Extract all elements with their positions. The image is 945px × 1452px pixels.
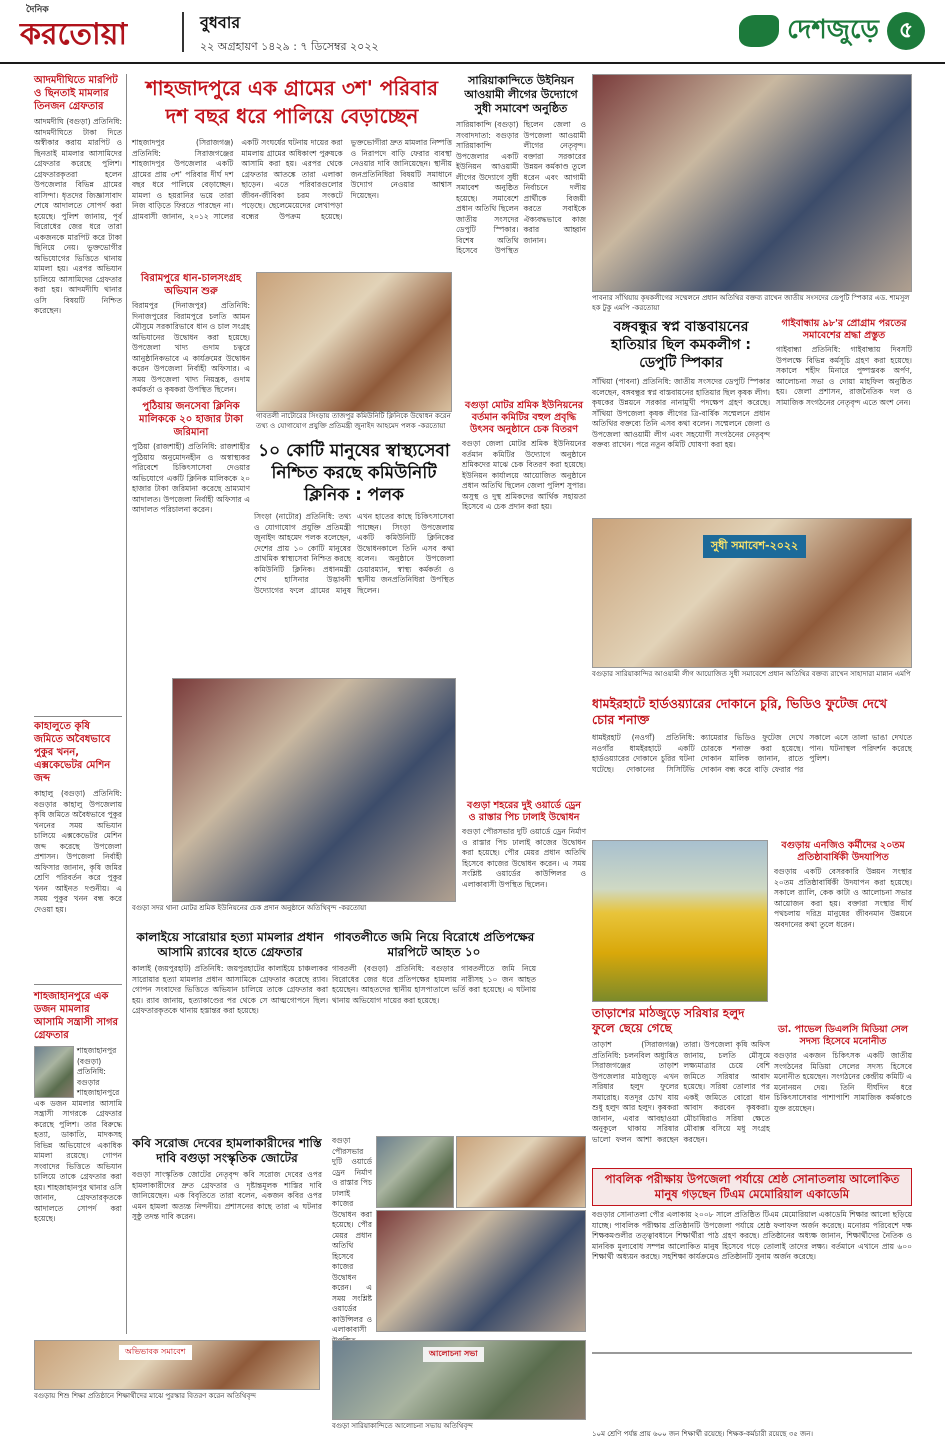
headline: পুঠিয়ায় জনসেবা ক্লিনিক মালিককে ২০ হাজার টাকা জরিমানা xyxy=(139,401,243,438)
photo-caption: বগুড়ায় শিশু শিক্ষা প্রতিষ্ঠানে শিক্ষার্থীদের মাঝে পুরস্কার বিতরণ করেন অতিথিবৃন্দ xyxy=(34,1392,320,1442)
issue-date: ২২ অগ্রহায়ণ ১৪২৯ : ৭ ডিসেম্বর ২০২২ xyxy=(200,40,379,53)
article-deputy-speaker xyxy=(592,318,770,514)
article-body: আদমদীঘি (বগুড়া) প্রতিনিধি: আদমদীঘিতে টাকা দিতে অস্বীকার করায় মারপিট ও ছিনতাই মামলার আসামিদের গ্রেফতার করেছে পুলিশ। গ্রেফতারকৃতরা হলেন উপজেলার বিভিন্ন গ্রামের বাসিন্দা। ধৃতদের জিজ্ঞাসাবাদ শেষে আদালতে সোপর্দ করা হয়েছে। পুলিশ জানায়, পূর্ব বিরোধের জের ধরে তারা একজনকে মারপিট করে টাকা ছিনিয়ে নেয়। ভুক্তভোগীর অভিযোগের ভিত্তিতে থানায় মামলা হয়। এরপর অভিযান চালিয়ে আসামিদের গ্রেফতার করা হয়। আদমদীঘি থানার ওসি বিষয়টি নিশ্চিত করেছেন। xyxy=(34,117,122,315)
headline: কবি সরোজ দেবের হামলাকারীদের শাস্তি দাবি বগুড়া সংস্কৃতিক জোটের xyxy=(132,1136,322,1165)
page-number: ৫ xyxy=(887,12,925,50)
community-clinic-photo xyxy=(256,272,452,412)
article-body: শাহজাহানপুর (বগুড়া) প্রতিনিধি: বগুড়ার শাহজাহানপুরে এক ডজন মামলার আসামি সন্ত্রাসী সাগরকে গ্রেফতার করেছে পুলিশ। তার বিরুদ্ধে হত্যা, ডাকাতি, মাদকসহ বিভিন্ন অভিযোগে একাধিক মামলা রয়েছে। গোপন সংবাদের ভিত্তিতে অভিযান চালিয়ে তাকে গ্রেফতার করা হয়। শাহজাহানপুর থানার ওসি জানান, গ্রেফতারকৃতকে আদালতে সোপর্দ করা হয়েছে। xyxy=(34,1046,122,1223)
section-name: দেশজুড়ে xyxy=(787,15,879,45)
article-sariakandi xyxy=(456,74,586,384)
sudhi-samabesh-photo xyxy=(592,518,912,668)
article-body: বগুড়া সাংস্কৃতিক জোটের নেতৃবৃন্দ কবি সরোজ দেবের ওপর হামলাকারীদের দ্রুত গ্রেফতার ও দৃষ্টান্তমূলক শাস্তির দাবি জানিয়েছেন। এক বিবৃতিতে তারা বলেন, একজন কবির ওপর এমন হামলা অত্যন্ত নিন্দনীয়। প্রশাসনের কাছে তারা এ ঘটনার সুষ্ঠু তদন্ত দাবি করেন। xyxy=(132,1170,322,1221)
photo-caption xyxy=(592,294,912,316)
article-body: বগুড়ার একজন চিকিৎসক একটি জাতীয় সংগঠনের মিডিয়া সেলের সদস্য হিসেবে মনোনীত হয়েছেন। সংগঠনের কেন্দ্রীয় কমিটি এ মনোনয়ন দেয়। তিনি দীর্ঘদিন ধরে চিকিৎসাসেবার পাশাপাশি সামাজিক কর্মকাণ্ডে যুক্ত রয়েছেন। xyxy=(774,1051,912,1113)
article-motor-workers xyxy=(462,400,586,794)
headline: ধামইরহাটে হার্ডওয়্যারের দোকানে চুরি, ভিডিও ফুটেজ দেখে চোর শনাক্ত xyxy=(592,696,888,727)
headline: বঙ্গবন্ধুর স্বপ্ন বাস্তবায়নের হাতিয়ার ছিল কমকলীগ : ডেপুটি স্পিকার xyxy=(610,319,752,371)
caption-text: পাবনার সাঁথিয়ায় কৃষকলীগের সম্মেলনে প্রধান অতিথির বক্তব্য রাখেন জাতীয় সংসদের ডেপুটি স্পিকার এড. শামসুল হক টুকু এমপি xyxy=(592,294,910,312)
mustard-field-photo xyxy=(592,840,768,1002)
event-photo-2 xyxy=(456,1136,586,1208)
article-shahjahanpur xyxy=(34,990,122,1330)
article-gabtali xyxy=(332,930,536,1130)
divider xyxy=(34,716,122,717)
photo-caption: বগুড়া সারিয়াকান্দিতে আলোচনা সভায় অতিথিবৃন্দ xyxy=(332,1422,586,1446)
article-road-inauguration xyxy=(462,800,586,924)
article-body: কালাই (জয়পুরহাট) প্রতিনিধি: জয়পুরহাটের কালাইয়ে চাঞ্চল্যকর সারোয়ার হত্যা মামলার প্রধান আসামিকে গ্রেফতার করেছে র‍্যাব। গোপন সংবাদের ভিত্তিতে অভিযান চালিয়ে তাকে গ্রেফতার করা হয়। র‍্যাব জানায়, হত্যাকাণ্ডের পর থেকে সে আত্মগোপনে ছিল। গ্রেফতারকৃতকে থানায় হস্তান্তর করা হয়েছে। xyxy=(132,964,328,1015)
banner-text: সুধী সমাবেশ-২০২২ xyxy=(703,535,806,558)
headline: বগুড়া শহরের দুই ওয়ার্ডে ড্রেন ও রাস্তার পিচ ঢালাই উদ্বোধন xyxy=(467,800,581,823)
article-kalai xyxy=(132,930,328,1130)
headline: বিরামপুরে ধান-চালসংগ্রহ অভিযান শুরু xyxy=(140,273,242,297)
caption-text: বগুড়া সদর থানা মোটর শ্রমিক ইউনিয়নের চেক প্রদান অনুষ্ঠানে অতিথিবৃন্দ xyxy=(132,904,337,912)
article-body: বগুড়া পৌরসভার দুটি ওয়ার্ডে ড্রেন নির্মাণ ও রাস্তার পিচ ঢালাই কাজের উদ্বোধন করা হয়েছে। পৌর মেয়র প্রধান অতিথি হিসেবে কাজের উদ্বোধন করেন। এ সময় সংশ্লিষ্ট ওয়ার্ডের কাউন্সিলর ও এলাকাবাসী xyxy=(332,1136,372,1334)
accused-photo xyxy=(34,1046,74,1098)
headline: গাবতলীতে জমি নিয়ে বিরোধে প্রতিপক্ষের মারপিটে আহত ১০ xyxy=(333,930,535,959)
bangladesh-map-icon xyxy=(739,15,779,47)
article-saroj-deb xyxy=(132,1136,322,1332)
article-body: সাঁথিয়া (পাবনা) প্রতিনিধি: জাতীয় সংসদের ডেপুটি স্পিকার বলেছেন, বঙ্গবন্ধুর স্বপ্ন বাস্তবায়নের হাতিয়ার ছিল কৃষক লীগ। কৃষকের উন্নয়নে সরকার নানামুখী পদক্ষেপ গ্রহণ করেছে। সাঁথিয়া উপজেলা কৃষক লীগের ত্রি-বার্ষিক সম্মেলনে প্রধান অতিথির বক্তব্যে তিনি এসব কথা বলেন। সম্মেলনে জেলা ও উপজেলা আওয়ামী লীগ এবং সহযোগী সংগঠনের নেতৃবৃন্দ বক্তব্য রাখেন। পরে নতুন কমিটি ঘোষণা করা হয়। xyxy=(592,377,770,449)
article-dr-pavel xyxy=(774,1024,912,1164)
masthead-divider xyxy=(182,12,184,52)
headline: কাহালুতে কৃষি জমিতে অবৈধভাবে পুকুর খনন, এক্সকেভেটর মেশিন জব্দ xyxy=(34,721,111,784)
headline: ১০ কোটি মানুষের স্বাস্থ্যসেবা নিশ্চিত করছে কমিউনিটি ক্লিনিক : পলক xyxy=(258,441,450,505)
article-body: বগুড়া পৌরসভার দুটি ওয়ার্ডে ড্রেন নির্মাণ ও রাস্তার পিচ ঢালাই কাজের উদ্বোধন করা হয়েছে। পৌর মেয়র প্রধান অতিথি হিসেবে কাজের উদ্বোধন করেন। এ সময় সংশ্লিষ্ট ওয়ার্ডের কাউন্সিলর ও এলাকাবাসী উপস্থিত ছিলেন। xyxy=(462,827,586,889)
article-kahalu xyxy=(34,720,122,980)
divider xyxy=(34,984,122,985)
article-gaibandha xyxy=(776,318,912,514)
newspaper-logo[interactable] xyxy=(20,5,128,61)
article-body: বগুড়ার সোনাতলা পৌর এলাকায় ২০০৮ সালে প্রতিষ্ঠিত টিএম মেমোরিয়াল একাডেমি শিক্ষার আলো ছড়িয়ে যাচ্ছে। পাবলিক পরীক্ষায় প্রতিষ্ঠানটি উপজেলা পর্যায়ে শ্রেষ্ঠ ফলাফল অর্জন করেছে। মনোরম পরিবেশে দক্ষ শিক্ষকমণ্ডলীর তত্ত্বাবধানে শিক্ষার্থীরা পাঠ গ্রহণ করছে। প্রতিষ্ঠানের অধ্যক্ষ জানান, শিক্ষার্থীদের নৈতিক ও মানবিক মূল্যবোধ সম্পন্ন আলোকিত মানুষ হিসেবে গড়ে তোলাই তাদের লক্ষ্য। বর্তমানে এখানে প্রায় ৬০০ শিক্ষার্থী অধ্যয়ন করছে। সহশিক্ষা কার্যক্রমেও প্রতিষ্ঠানটি সুনাম অর্জন করেছে। xyxy=(592,1210,912,1261)
krishak-league-conference-photo xyxy=(592,74,912,292)
award-ceremony-photo xyxy=(34,1340,320,1390)
logo-text: করতোয়া xyxy=(20,17,128,52)
caption-credit: -করতোয়া xyxy=(631,303,660,312)
article-puthia xyxy=(132,400,250,670)
headline: বগুড়া মোটর শ্রমিক ইউনিয়নের বর্তমান কমিটির বহুল প্রবৃদ্ধি উৎসব অনুষ্ঠানে চেক বিতরণ xyxy=(464,400,584,435)
photo-caption: ১০ম শ্রেণি পর্যন্ত প্রায় ৬০০ জন শিক্ষার্থী রয়েছে। শিক্ষক-কর্মচারী রয়েছে ৩৫ জন। xyxy=(592,1430,912,1446)
headline: সারিয়াকান্দিতে উইনিয়ন আওয়ামী লীগের উদ্যোগে সুধী সমাবেশ অনুষ্ঠিত xyxy=(464,74,578,115)
headline: শাহজাহানপুরে এক ডজন মামলার আসামি সন্ত্রাসী সাগর গ্রেফতার xyxy=(34,991,119,1041)
photo-caption: বগুড়ার সারিয়াকান্দির আওয়ামী লীগ আয়োজিত সুধী সমাবেশে প্রধান অতিথির বক্তব্য রাখেন সাহাদারা মান্নান এমপি xyxy=(592,670,912,692)
event-photo-3 xyxy=(376,1210,586,1332)
article-adamdighi xyxy=(34,74,122,714)
discussion-meeting-photo xyxy=(332,1340,586,1420)
headline: আদমদীঘিতে মারপিট ও ছিনতাই মামলার তিনজন গ্রেফতার xyxy=(34,75,118,112)
cheque-distribution-photo xyxy=(172,678,456,902)
article-body: বিরামপুর (দিনাজপুর) প্রতিনিধি: দিনাজপুরের বিরামপুরে চলতি আমন মৌসুমে সরকারিভাবে ধান ও চাল সংগ্রহ অভিযানের উদ্বোধন করা হয়েছে। উপজেলা খাদ্য গুদাম চত্বরে আনুষ্ঠানিকভাবে এ কার্যক্রমের উদ্বোধন করেন উপজেলা নির্বাহী অফিসার। এ সময় উপজেলা খাদ্য নিয়ন্ত্রক, গুদাম কর্মকর্তা ও কৃষকরা উপস্থিত ছিলেন। xyxy=(132,301,250,394)
column-divider xyxy=(126,74,127,1334)
headline: গাইবান্ধায় ৯৮'র প্রোগ্রাম পরতের সমাবেশের শ্রদ্ধা প্রস্তুত xyxy=(781,318,907,341)
event-photo-1 xyxy=(376,1136,454,1208)
article-community-clinic xyxy=(254,440,454,676)
article-body: গাবতলী (বগুড়া) প্রতিনিধি: বগুড়ার গাবতলীতে জমি নিয়ে বিরোধের জের ধরে প্রতিপক্ষের হামলায় নারীসহ ১০ জন আহত হয়েছেন। আহতদের স্থানীয় হাসপাতালে ভর্তি করা হয়েছে। এ ঘটনায় থানায় অভিযোগ দায়ের করা হয়েছে। xyxy=(332,964,536,1005)
article-body: সিংড়া (নাটোর) প্রতিনিধি: তথ্য ও যোগাযোগ প্রযুক্তি প্রতিমন্ত্রী জুনাইদ আহমেদ পলক বলেছেন, দেশের প্রায় ১০ কোটি মানুষের প্রাথমিক স্বাস্থ্যসেবা নিশ্চিত করছে কমিউনিটি ক্লিনিক। প্রধানমন্ত্রী শেখ হাসিনার উদ্ভাবনী উদ্যোগের ফলে গ্রামের মানুষ এখন হাতের কাছে চিকিৎসাসেবা পাচ্ছেন। সিংড়া উপজেলায় একটি কমিউনিটি ক্লিনিকের উদ্বোধনকালে তিনি এসব কথা বলেন। অনুষ্ঠানে উপজেলা চেয়ারম্যান, স্বাস্থ্য কর্মকর্তা ও স্থানীয় জনপ্রতিনিধিরা উপস্থিত ছিলেন। xyxy=(254,512,454,595)
logo-prefix: দৈনিক xyxy=(26,5,49,15)
article-body: ধামইরহাট (নওগাঁ) প্রতিনিধি: নওগাঁর ধামইরহাটে একটি হার্ডওয়্যারের দোকানে চুরির ঘটনা ঘটেছে। দোকানের সিসিটিভি ক্যামেরার ভিডিও ফুটেজ দেখে চোরকে শনাক্ত করা হয়েছে। দোকান মালিক জানান, রাতে দোকান বন্ধ করে বাড়ি ফেরার পর সকালে এসে তালা ভাঙা দেখতে পান। ঘটনাস্থল পরিদর্শন করেছে পুলিশ। xyxy=(592,733,912,774)
signboard-text: অভিভাবক সমাবেশ xyxy=(119,1345,192,1360)
article-birampur xyxy=(132,272,250,396)
caption-text: গাবতলী নাটোরের সিংড়ায় তাজপুর কমিউনিটি ক্লিনিকে উদ্বোধন করেন তথ্য ও যোগাযোগ প্রযুক্তি প্রতিমন্ত্রী জুনাইদ আহমেদ পলক xyxy=(256,412,451,430)
headline: ডা. পাভেল ডিএলসি মিডিয়া সেল সদস্য হিসেবে মনোনীত xyxy=(777,1024,909,1047)
article-body: সারিয়াকান্দি (বগুড়া) সংবাদদাতা: বগুড়ার সারিয়াকান্দি উপজেলার একটি ইউনিয়ন আওয়ামী লীগের উদ্যোগে সুধী সমাবেশ অনুষ্ঠিত হয়েছে। সমাবেশে প্রধান অতিথি ছিলেন জাতীয় সংসদের ডেপুটি স্পিকার। বিশেষ অতিথি হিসেবে উপস্থিত ছিলেন জেলা ও উপজেলা আওয়ামী লীগের নেতৃবৃন্দ। বক্তারা সরকারের উন্নয়ন কর্মকাণ্ড তুলে ধরেন এবং আগামী নির্বাচনে দলীয় প্রার্থীকে বিজয়ী করতে সবাইকে ঐক্যবদ্ধভাবে কাজ করার আহ্বান জানান। xyxy=(456,120,586,255)
issue-day: বুধবার xyxy=(200,13,241,32)
banner-text: আলোচনা সভা xyxy=(423,1347,484,1362)
article-dhamoirhat xyxy=(592,696,912,836)
masthead xyxy=(0,0,945,64)
article-body: বগুড়া জেলা মোটর শ্রমিক ইউনিয়নের বর্তমান কমিটির উদ্যোগে অনুষ্ঠানে শ্রমিকদের মাঝে চেক বিতরণ করা হয়েছে। ইউনিয়ন কার্যালয়ে আয়োজিত অনুষ্ঠানে প্রধান অতিথি ছিলেন জেলা পুলিশ সুপার। অসুস্থ ও দুস্থ শ্রমিকদের আর্থিক সহায়তা হিসেবে এ চেক প্রদান করা হয়। xyxy=(462,439,586,511)
photo-caption xyxy=(256,412,452,436)
article-body: তাড়াশ (সিরাজগঞ্জ) প্রতিনিধি: চলনবিল অধ্যুষিত সিরাজগঞ্জের তাড়াশ উপজেলার মাঠজুড়ে এখন সরিষার হলুদ ফুলের সমারোহ। যতদূর চোখ যায় শুধু হলুদ আর হলুদ। কৃষকরা জানান, এবার আবহাওয়া অনুকূলে থাকায় সরিষার ভালো ফলন আশা করছেন তারা। উপজেলা কৃষি অফিস জানায়, চলতি মৌসুমে লক্ষ্যমাত্রার চেয়ে বেশি জমিতে সরিষার আবাদ হয়েছে। সরিষা তোলার পর একই জমিতে বোরো ধান আবাদ করবেন কৃষকরা। মৌচাষিরাও সরিষা ক্ষেতে মৌবাক্স বসিয়ে মধু সংগ্রহ করছেন। xyxy=(592,1040,770,1144)
headline: কালাইয়ে সারোয়ার হত্যা মামলার প্রধান আসামি র‍্যাবের হাতে গ্রেফতার xyxy=(136,930,324,959)
article-body: গাইবান্ধা প্রতিনিধি: গাইবান্ধায় দিবসটি উপলক্ষে বিভিন্ন কর্মসূচি গ্রহণ করা হয়েছে। সকালে শহীদ মিনারে পুষ্পস্তবক অর্পণ, আলোচনা সভা ও দোয়া মাহফিল অনুষ্ঠিত হয়। জেলা প্রশাসন, রাজনৈতিক দল ও সামাজিক সংগঠনের নেতৃবৃন্দ এতে অংশ নেন। xyxy=(776,345,912,407)
article-ngo-anniversary xyxy=(774,840,912,1020)
article-tarash-mustard xyxy=(592,1006,770,1164)
headline: তাড়াশের মাঠজুড়ে সরিষার হলুদ ফুলে ছেয়ে গেছে xyxy=(592,1006,745,1035)
photo-caption xyxy=(132,904,456,926)
article-body: কাহালু (বগুড়া) প্রতিনিধি: বগুড়ার কাহালু উপজেলায় কৃষি জমিতে অবৈধভাবে পুকুর খননের সময় অভিযান চালিয়ে এক্সকেভেটর মেশিন জব্দ করেছে উপজেলা প্রশাসন। উপজেলা নির্বাহী অফিসার জানান, কৃষি জমির শ্রেণি পরিবর্তন করে পুকুর খনন আইনত দণ্ডনীয়। এ সময় পুকুর খনন বন্ধ করে দেওয়া হয়। xyxy=(34,789,122,914)
headline: পাবলিক পরীক্ষায় উপজেলা পর্যায়ে শ্রেষ্ঠ সোনাতলায় আলোকিত মানুষ গড়ছেন টিএম মেমোরিয়াল একাডেমি xyxy=(604,1172,900,1201)
headline: বগুড়ায় এনজিও কর্মীদের ২০তম প্রতিষ্ঠাবার্ষিকী উদযাপিত xyxy=(781,840,905,863)
caption-credit: -করতোয়া xyxy=(338,904,367,912)
article-continued-column xyxy=(332,1136,372,1332)
caption-credit: -করতোয়া xyxy=(417,421,446,430)
academy-building-photo xyxy=(592,1352,912,1354)
headline: শাহজাদপুরে এক গ্রামের ৩শ' পরিবার দশ বছর ধরে পালিয়ে বেড়াচ্ছেন xyxy=(145,76,439,128)
article-body: পুঠিয়া (রাজশাহী) প্রতিনিধি: রাজশাহীর পুঠিয়ায় অনুমোদনহীন ও অস্বাস্থ্যকর পরিবেশে চিকিৎসাসেবা দেওয়ার অভিযোগে একটি ক্লিনিক মালিককে ২০ হাজার টাকা জরিমানা করেছে ভ্রাম্যমাণ আদালত। উপজেলা নির্বাহী অফিসার এ আদালত পরিচালনা করেন। xyxy=(132,442,250,514)
article-tm-academy xyxy=(592,1168,912,1348)
section-header xyxy=(739,8,925,54)
article-body: শাহজাদপুর (সিরাজগঞ্জ) প্রতিনিধি: সিরাজগঞ্জের শাহজাদপুর উপজেলার একটি গ্রামের প্রায় ৩শ' পরিবার দীর্ঘ দশ বছর ধরে পালিয়ে বেড়াচ্ছেন। মামলা ও হয়রানির ভয়ে তারা নিজ বাড়িতে ফিরতে পারছেন না। গ্রামবাসী জানান, ২০১২ সালের একটি সংঘর্ষের ঘটনায় দায়ের করা মামলায় গ্রামের অধিকাংশ পুরুষকে আসামি করা হয়। এরপর থেকে গ্রেফতার আতঙ্কে তারা এলাকা ছাড়েন। এতে পরিবারগুলোর জীবন-জীবিকা চরম সংকটে পড়েছে। ছেলেমেয়েদের লেখাপড়া বন্ধের উপক্রম হয়েছে। ভুক্তভোগীরা দ্রুত মামলার নিষ্পত্তি ও নিরাপদে বাড়ি ফেরার ব্যবস্থা নেওয়ার দাবি জানিয়েছেন। স্থানীয় জনপ্রতিনিধিরা বিষয়টি সমাধানে উদ্যোগ নেওয়ার আশ্বাস দিয়েছেন। xyxy=(132,138,452,221)
article-body: বগুড়ায় একটি বেসরকারি উন্নয়ন সংস্থার ২০তম প্রতিষ্ঠাবার্ষিকী উদযাপন করা হয়েছে। সকালে র‍্যালি, কেক কাটা ও আলোচনা সভার আয়োজন করা হয়। বক্তারা সংস্থার দীর্ঘ পথচলায় দরিদ্র মানুষের জীবনমান উন্নয়নে অবদানের কথা তুলে ধরেন। xyxy=(774,867,912,929)
